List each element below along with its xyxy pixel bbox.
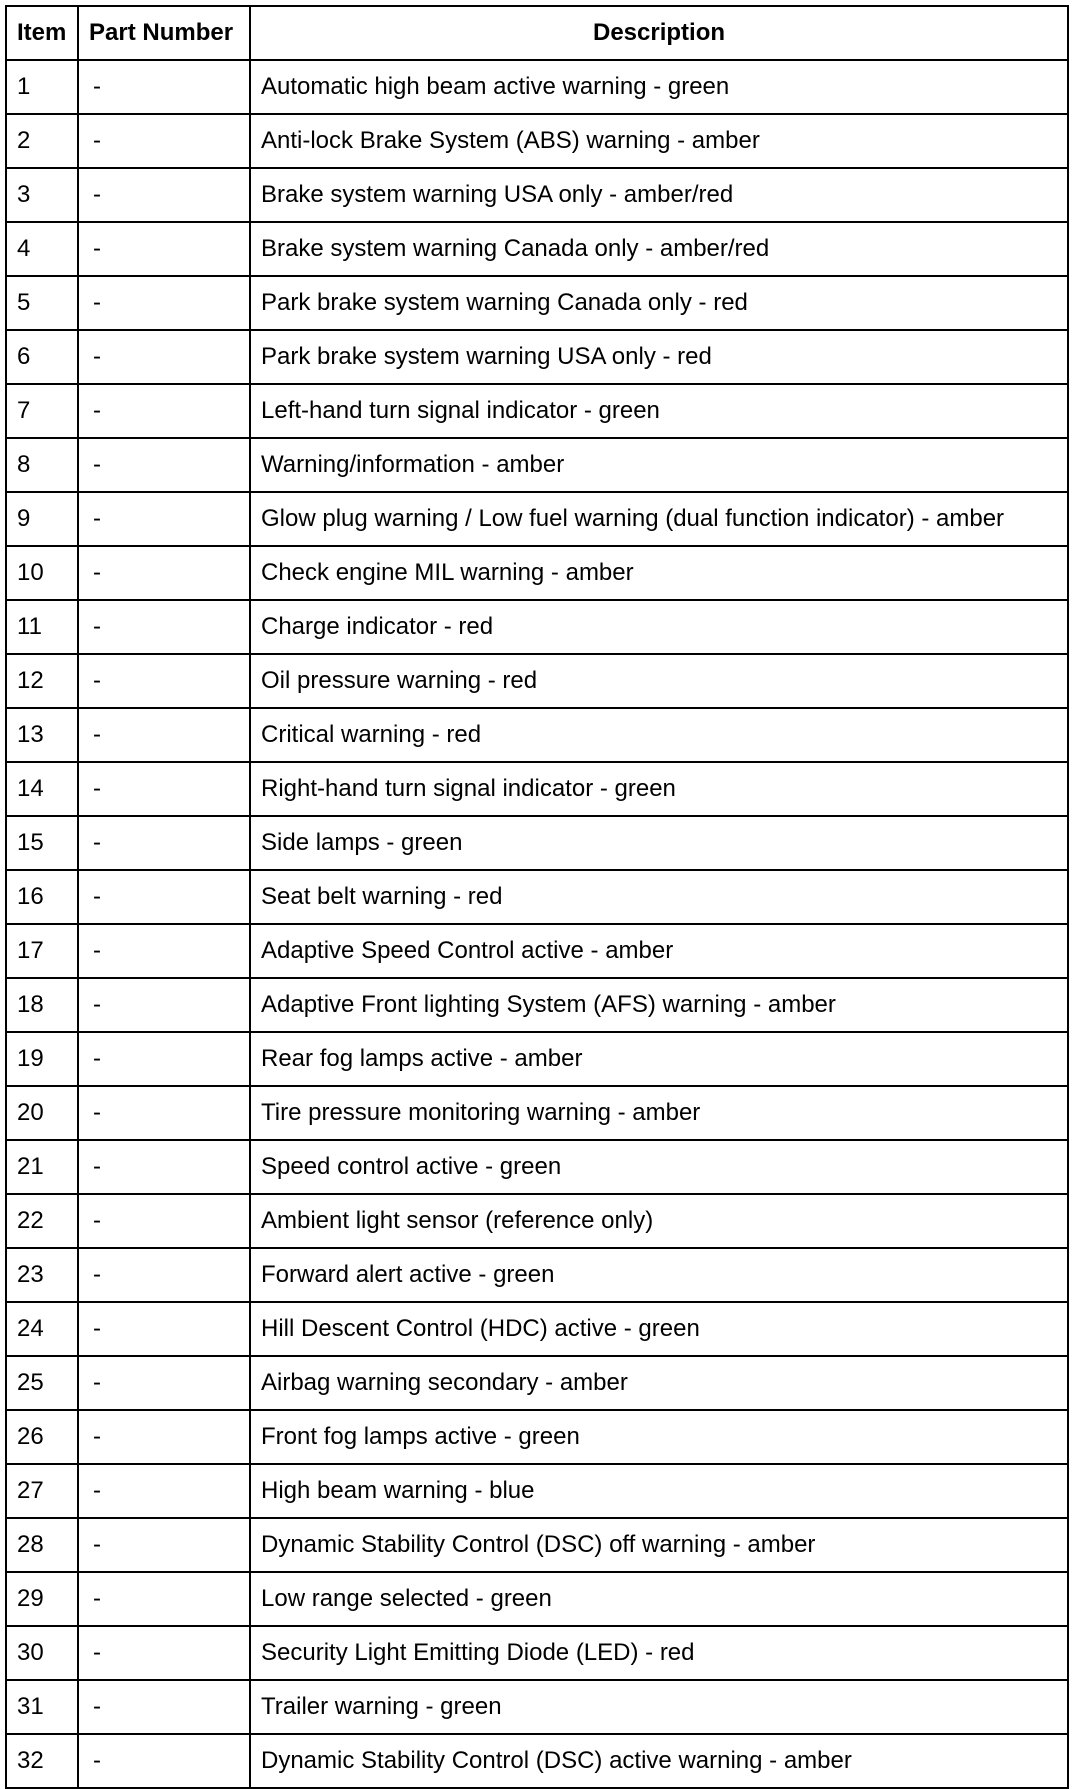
parts-table: [5, 5, 1069, 1789]
part-number-cell: -: [78, 114, 250, 168]
header-description: Description: [250, 6, 1068, 60]
description-cell: Hill Descent Control (HDC) active - green: [250, 1302, 1068, 1356]
part-number-cell: -: [78, 1194, 250, 1248]
part-number-cell: -: [78, 654, 250, 708]
table-row: [6, 1086, 1068, 1140]
table-row: [6, 1626, 1068, 1680]
item-cell: 18: [6, 978, 78, 1032]
item-cell: 5: [6, 276, 78, 330]
description-cell: Rear fog lamps active - amber: [250, 1032, 1068, 1086]
part-number-cell: -: [78, 600, 250, 654]
part-number-cell: -: [78, 60, 250, 114]
item-cell: 16: [6, 870, 78, 924]
part-number-cell: -: [78, 924, 250, 978]
item-cell: 27: [6, 1464, 78, 1518]
description-cell: Seat belt warning - red: [250, 870, 1068, 924]
description-cell: Park brake system warning USA only - red: [250, 330, 1068, 384]
part-number-cell: -: [78, 708, 250, 762]
description-cell: Brake system warning Canada only - amber/red: [250, 222, 1068, 276]
part-number-cell: -: [78, 1032, 250, 1086]
table-row: [6, 924, 1068, 978]
header-row: [6, 6, 1068, 60]
description-cell: Right-hand turn signal indicator - green: [250, 762, 1068, 816]
item-cell: 9: [6, 492, 78, 546]
item-cell: 17: [6, 924, 78, 978]
part-number-cell: -: [78, 1140, 250, 1194]
table-row: [6, 168, 1068, 222]
description-cell: Check engine MIL warning - amber: [250, 546, 1068, 600]
header-item: Item: [6, 6, 78, 60]
table-body: [6, 60, 1068, 1788]
part-number-cell: -: [78, 384, 250, 438]
item-cell: 13: [6, 708, 78, 762]
part-number-cell: -: [78, 1680, 250, 1734]
description-cell: Park brake system warning Canada only - red: [250, 276, 1068, 330]
table-row: [6, 1032, 1068, 1086]
description-cell: Left-hand turn signal indicator - green: [250, 384, 1068, 438]
table-row: [6, 60, 1068, 114]
table-header: [6, 6, 1068, 60]
parts-table-sheet: [5, 5, 1067, 1789]
part-number-cell: -: [78, 1734, 250, 1788]
description-cell: Automatic high beam active warning - green: [250, 60, 1068, 114]
table-row: [6, 1572, 1068, 1626]
part-number-cell: -: [78, 1464, 250, 1518]
part-number-cell: -: [78, 816, 250, 870]
item-cell: 11: [6, 600, 78, 654]
item-cell: 12: [6, 654, 78, 708]
item-cell: 2: [6, 114, 78, 168]
item-cell: 25: [6, 1356, 78, 1410]
description-cell: Charge indicator - red: [250, 600, 1068, 654]
description-cell: Tire pressure monitoring warning - amber: [250, 1086, 1068, 1140]
item-cell: 1: [6, 60, 78, 114]
part-number-cell: -: [78, 870, 250, 924]
table-row: [6, 1518, 1068, 1572]
item-cell: 23: [6, 1248, 78, 1302]
table-row: [6, 546, 1068, 600]
table-row: [6, 1302, 1068, 1356]
description-cell: Forward alert active - green: [250, 1248, 1068, 1302]
table-row: [6, 222, 1068, 276]
item-cell: 8: [6, 438, 78, 492]
part-number-cell: -: [78, 168, 250, 222]
description-cell: Brake system warning USA only - amber/red: [250, 168, 1068, 222]
item-cell: 7: [6, 384, 78, 438]
item-cell: 15: [6, 816, 78, 870]
table-row: [6, 1140, 1068, 1194]
table-row: [6, 1356, 1068, 1410]
description-cell: Ambient light sensor (reference only): [250, 1194, 1068, 1248]
table-row: [6, 600, 1068, 654]
part-number-cell: -: [78, 1086, 250, 1140]
description-cell: Front fog lamps active - green: [250, 1410, 1068, 1464]
table-row: [6, 978, 1068, 1032]
item-cell: 26: [6, 1410, 78, 1464]
item-cell: 30: [6, 1626, 78, 1680]
item-cell: 31: [6, 1680, 78, 1734]
description-cell: Airbag warning secondary - amber: [250, 1356, 1068, 1410]
item-cell: 3: [6, 168, 78, 222]
table-row: [6, 330, 1068, 384]
description-cell: Glow plug warning / Low fuel warning (dual function indicator) - amber: [250, 492, 1068, 546]
table-row: [6, 114, 1068, 168]
item-cell: 29: [6, 1572, 78, 1626]
part-number-cell: -: [78, 438, 250, 492]
description-cell: Anti-lock Brake System (ABS) warning - amber: [250, 114, 1068, 168]
table-row: [6, 762, 1068, 816]
part-number-cell: -: [78, 1518, 250, 1572]
description-cell: Adaptive Speed Control active - amber: [250, 924, 1068, 978]
table-row: [6, 1194, 1068, 1248]
item-cell: 20: [6, 1086, 78, 1140]
description-cell: Side lamps - green: [250, 816, 1068, 870]
description-cell: Warning/information - amber: [250, 438, 1068, 492]
description-cell: Dynamic Stability Control (DSC) active warning - amber: [250, 1734, 1068, 1788]
description-cell: Oil pressure warning - red: [250, 654, 1068, 708]
table-row: [6, 438, 1068, 492]
part-number-cell: -: [78, 546, 250, 600]
table-row: [6, 1734, 1068, 1788]
table-row: [6, 384, 1068, 438]
item-cell: 21: [6, 1140, 78, 1194]
part-number-cell: -: [78, 1572, 250, 1626]
part-number-cell: -: [78, 1626, 250, 1680]
table-row: [6, 816, 1068, 870]
description-cell: Critical warning - red: [250, 708, 1068, 762]
item-cell: 19: [6, 1032, 78, 1086]
part-number-cell: -: [78, 762, 250, 816]
description-cell: Low range selected - green: [250, 1572, 1068, 1626]
description-cell: Adaptive Front lighting System (AFS) warning - amber: [250, 978, 1068, 1032]
table-row: [6, 1248, 1068, 1302]
table-row: [6, 276, 1068, 330]
table-row: [6, 654, 1068, 708]
table-row: [6, 492, 1068, 546]
part-number-cell: -: [78, 222, 250, 276]
item-cell: 4: [6, 222, 78, 276]
item-cell: 6: [6, 330, 78, 384]
table-row: [6, 870, 1068, 924]
table-row: [6, 1410, 1068, 1464]
description-cell: Trailer warning - green: [250, 1680, 1068, 1734]
header-part-number: Part Number: [78, 6, 250, 60]
table-row: [6, 1680, 1068, 1734]
description-cell: High beam warning - blue: [250, 1464, 1068, 1518]
part-number-cell: -: [78, 1248, 250, 1302]
table-row: [6, 1464, 1068, 1518]
part-number-cell: -: [78, 330, 250, 384]
part-number-cell: -: [78, 492, 250, 546]
part-number-cell: -: [78, 978, 250, 1032]
description-cell: Speed control active - green: [250, 1140, 1068, 1194]
item-cell: 28: [6, 1518, 78, 1572]
item-cell: 32: [6, 1734, 78, 1788]
part-number-cell: -: [78, 276, 250, 330]
item-cell: 14: [6, 762, 78, 816]
part-number-cell: -: [78, 1410, 250, 1464]
item-cell: 10: [6, 546, 78, 600]
item-cell: 22: [6, 1194, 78, 1248]
description-cell: Dynamic Stability Control (DSC) off warning - amber: [250, 1518, 1068, 1572]
item-cell: 24: [6, 1302, 78, 1356]
table-row: [6, 708, 1068, 762]
part-number-cell: -: [78, 1356, 250, 1410]
description-cell: Security Light Emitting Diode (LED) - red: [250, 1626, 1068, 1680]
part-number-cell: -: [78, 1302, 250, 1356]
